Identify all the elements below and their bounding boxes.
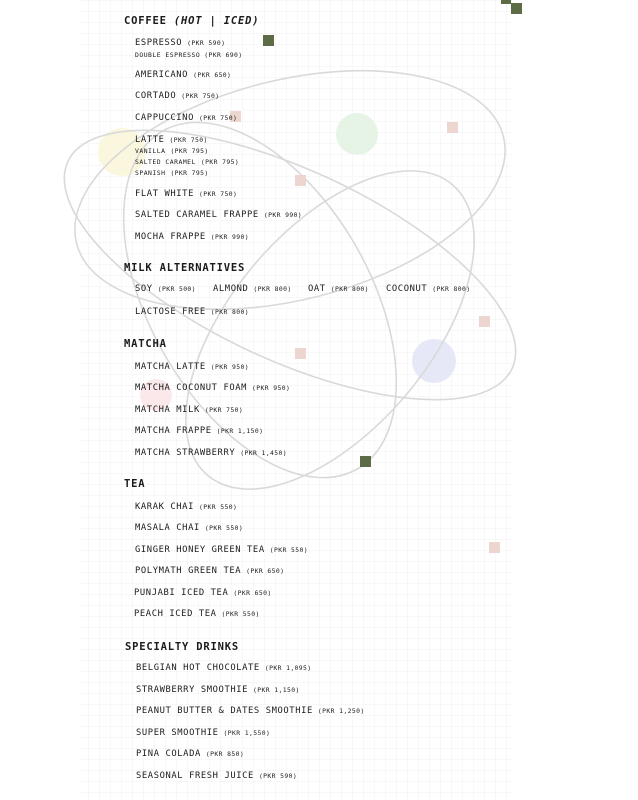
menu-item-matcha-latte: MATCHA LATTE (PKR 950) — [135, 362, 249, 372]
menu-item-latte: LATTE (PKR 750) — [135, 135, 208, 145]
menu-item-matcha-strawberry: MATCHA STRAWBERRY (PKR 1,450) — [135, 448, 287, 458]
menu-item-peach-iced-tea: PEACH ICED TEA (PKR 550) — [134, 609, 260, 619]
menu-item-cappuccino: CAPPUCCINO (PKR 750) — [135, 113, 238, 123]
menu-item-salted-caramel: SALTED CARAMEL (PKR 795) — [135, 158, 240, 166]
menu-item-matcha-milk: MATCHA MILK (PKR 750) — [135, 405, 244, 415]
section-title-matcha: MATCHA — [124, 338, 167, 350]
menu-item-ginger-honey-green-tea: GINGER HONEY GREEN TEA (PKR 550) — [135, 545, 308, 555]
menu-item-pina-colada: PINA COLADA (PKR 850) — [136, 749, 245, 759]
menu-item-belgian-hot-chocolate: BELGIAN HOT CHOCOLATE (PKR 1,095) — [136, 663, 312, 673]
section-title-tea: TEA — [124, 478, 146, 490]
menu-item-polymath-green-tea: POLYMATH GREEN TEA (PKR 650) — [135, 566, 285, 576]
menu-item-mocha-frappe: MOCHA FRAPPE (PKR 990) — [135, 232, 249, 242]
menu-item-cortado: CORTADO (PKR 750) — [135, 91, 220, 101]
section-title-milk-alternatives: MILK ALTERNATIVES — [124, 262, 246, 274]
menu-item-double-espresso: DOUBLE ESPRESSO (PKR 690) — [135, 51, 243, 59]
menu-item-super-smoothie: SUPER SMOOTHIE (PKR 1,550) — [136, 728, 271, 738]
menu-item-masala-chai: MASALA CHAI (PKR 550) — [135, 523, 244, 533]
menu-item-matcha-coconut-foam: MATCHA COCONUT FOAM (PKR 950) — [135, 383, 291, 393]
menu-item-coconut: COCONUT (PKR 800) — [386, 284, 471, 294]
menu-item-spanish: SPANISH (PKR 795) — [135, 169, 209, 177]
menu-item-oat: OAT (PKR 800) — [308, 284, 369, 294]
menu-item-seasonal-fresh-juice: SEASONAL FRESH JUICE (PKR 590) — [136, 771, 298, 781]
section-title-coffee: COFFEE (HOT | ICED) — [124, 15, 260, 27]
section-title-specialty-drinks: SPECIALTY DRINKS — [125, 641, 239, 653]
menu-item-soy: SOY (PKR 500) — [135, 284, 196, 294]
menu-item-flat-white: FLAT WHITE (PKR 750) — [135, 189, 238, 199]
menu-item-lactose-free: LACTOSE FREE (PKR 800) — [135, 307, 249, 317]
menu-item-salted-caramel-frappe: SALTED CARAMEL FRAPPE (PKR 990) — [135, 210, 303, 220]
menu-item-matcha-frappe: MATCHA FRAPPE (PKR 1,150) — [135, 426, 264, 436]
menu-item-vanilla: VANILLA (PKR 795) — [135, 147, 209, 155]
menu-item-americano: AMERICANO (PKR 650) — [135, 70, 232, 80]
menu-item-strawberry-smoothie: STRAWBERRY SMOOTHIE (PKR 1,150) — [136, 685, 300, 695]
menu-item-punjabi-iced-tea: PUNJABI ICED TEA (PKR 650) — [134, 588, 272, 598]
menu-item-espresso: ESPRESSO (PKR 590) — [135, 38, 226, 48]
menu-item-almond: ALMOND (PKR 800) — [213, 284, 292, 294]
menu-item-peanut-butter-dates-smoothie: PEANUT BUTTER & DATES SMOOTHIE (PKR 1,250) — [136, 706, 365, 716]
menu-item-karak-chai: KARAK CHAI (PKR 550) — [135, 502, 238, 512]
